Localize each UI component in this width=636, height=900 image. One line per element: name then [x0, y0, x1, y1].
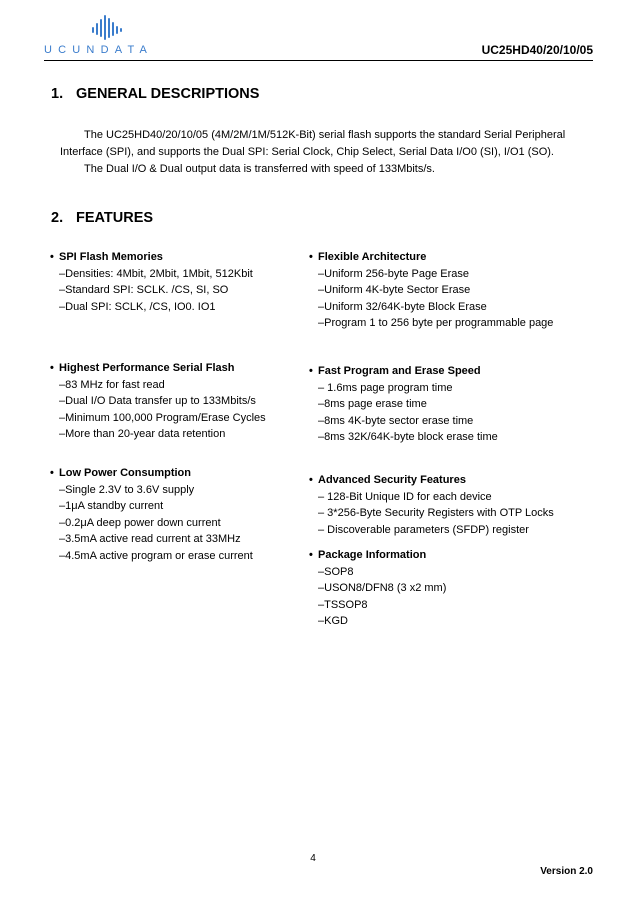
feature-group: [309, 363, 498, 446]
feature-item: –3.5mA active read current at 33MHz: [59, 533, 241, 546]
feature-group-title: • Package Information: [309, 547, 446, 564]
feature-item: –1μA standby current: [59, 500, 164, 513]
feature-item: –0.2μA deep power down current: [59, 516, 221, 529]
feature-item: –8ms 32K/64K-byte block erase time: [318, 431, 498, 444]
feature-group-title: • Advanced Security Features: [309, 472, 554, 489]
feature-item: –Standard SPI: SCLK. /CS, SI, SO: [59, 284, 229, 297]
feature-item: –USON8/DFN8 (3 x2 mm): [318, 582, 447, 595]
feature-item: –SOP8: [318, 565, 354, 578]
feature-item: –83 MHz for fast read: [59, 378, 165, 391]
bullet-icon: •: [309, 474, 313, 486]
model-number: UC25HD40/20/10/05: [481, 43, 593, 57]
feature-item: – Discoverable parameters (SFDP) register: [318, 523, 529, 536]
page-number: 4: [310, 853, 316, 864]
feature-item: –KGD: [318, 615, 348, 628]
feature-item: – 1.6ms page program time: [318, 381, 453, 394]
feature-item: –Minimum 100,000 Program/Erase Cycles: [59, 411, 266, 424]
feature-group: [309, 547, 446, 630]
feature-item: –Dual SPI: SCLK, /CS, IO0. IO1: [59, 300, 216, 313]
header-divider: [44, 60, 593, 61]
section-heading: FEATURES: [76, 210, 154, 226]
feature-item: –More than 20-year data retention: [59, 428, 226, 441]
feature-group: [50, 249, 253, 315]
sound-wave-icon: [92, 14, 122, 42]
feature-item: –Densities: 4Mbit, 2Mbit, 1Mbit, 512Kbit: [59, 267, 253, 280]
feature-group-title: • Flexible Architecture: [309, 249, 553, 266]
bullet-icon: •: [309, 549, 313, 561]
general-description: [60, 127, 586, 178]
bullet-icon: •: [309, 251, 313, 263]
feature-group: [309, 249, 553, 332]
section-title-general: [51, 86, 259, 102]
bullet-icon: •: [50, 362, 54, 374]
feature-item: – 3*256-Byte Security Registers with OTP Locks: [318, 507, 554, 520]
section-title-features: [51, 210, 153, 226]
company-logo: [44, 14, 170, 60]
feature-item: –8ms page erase time: [318, 398, 427, 411]
feature-item: –Uniform 256-byte Page Erase: [318, 267, 470, 280]
feature-item: – 128-Bit Unique ID for each device: [318, 490, 492, 503]
feature-item: –Uniform 4K-byte Sector Erase: [318, 284, 471, 297]
description-paragraph: The UC25HD40/20/10/05 (4M/2M/1M/512K-Bit) serial flash supports the standard Serial Peripheral Interface (SPI), and supports the Dual SPI: Serial Clock, Chip Select, Serial Data I/O0 (SI), I/O1 (SO).: [60, 129, 566, 158]
section-number: 1.: [51, 86, 64, 102]
bullet-icon: •: [50, 251, 54, 263]
bullet-icon: •: [309, 365, 313, 377]
version-label: Version 2.0: [540, 866, 593, 877]
feature-item: –Dual I/O Data transfer up to 133Mbits/s: [59, 395, 256, 408]
section-heading: GENERAL DESCRIPTIONS: [76, 86, 260, 102]
feature-group-title: • Highest Performance Serial Flash: [50, 360, 266, 377]
feature-item: –Uniform 32/64K-byte Block Erase: [318, 300, 487, 313]
feature-item: –TSSOP8: [318, 598, 368, 611]
description-paragraph: The Dual I/O & Dual output data is transferred with speed of 133Mbits/s.: [84, 163, 435, 175]
feature-item: –Program 1 to 256 byte per programmable page: [318, 317, 554, 330]
feature-group-title: • Fast Program and Erase Speed: [309, 363, 498, 380]
bullet-icon: •: [50, 467, 54, 479]
feature-group-title: • SPI Flash Memories: [50, 249, 253, 266]
feature-item: –8ms 4K-byte sector erase time: [318, 414, 474, 427]
feature-group: [309, 472, 554, 538]
feature-group: [50, 465, 253, 565]
feature-item: –4.5mA active program or erase current: [59, 549, 253, 562]
logo-wordmark: UCUNDATA: [44, 44, 154, 56]
feature-group-title: • Low Power Consumption: [50, 465, 253, 482]
feature-group: [50, 360, 266, 443]
section-number: 2.: [51, 210, 64, 226]
feature-item: –Single 2.3V to 3.6V supply: [59, 483, 195, 496]
